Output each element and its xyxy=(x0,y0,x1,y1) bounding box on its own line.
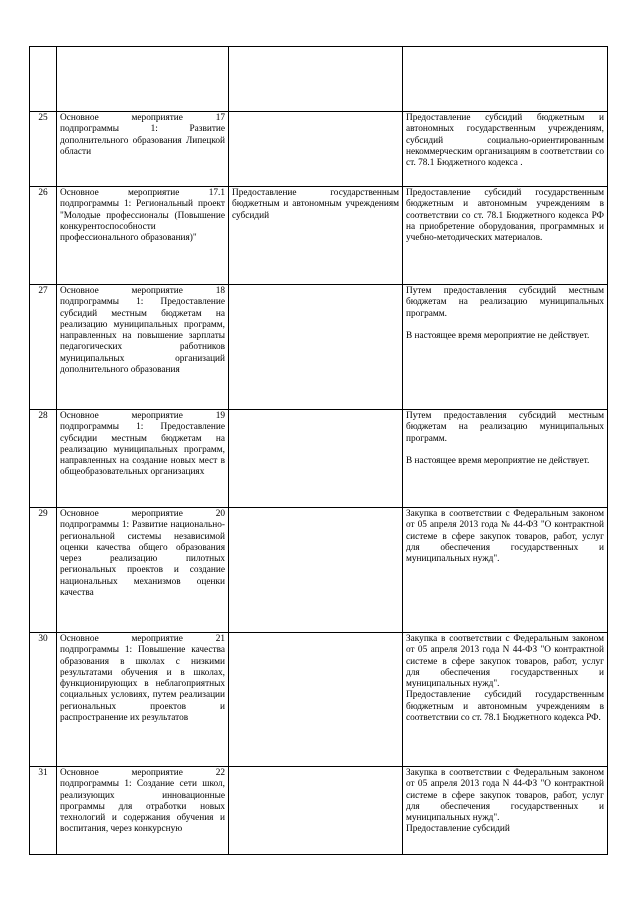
table-row xyxy=(30,187,608,285)
row-number: 27 xyxy=(30,285,57,410)
execution-paragraph: Закупка в соответствии с Федеральным законом от 05 апреля 2013 года № 44-ФЗ "О контрактной системе в сфере закупок товаров, работ, услуг для обеспечения государственных и муниципальных нужд". xyxy=(406,509,604,565)
measure-name-cell: Основное мероприятие 17 подпрограммы 1: Развитие дополнительного образования Липецкой области xyxy=(57,112,229,187)
execution-paragraph: Путем предоставления субсидий местным бюджетам на реализацию муниципальных программ. xyxy=(406,286,604,319)
row-number: 28 xyxy=(30,410,57,508)
table-row xyxy=(30,410,608,508)
execution-paragraph: Путем предоставления субсидий местным бюджетам на реализацию муниципальных программ. xyxy=(406,411,604,444)
execution-paragraph: Предоставление субсидий государственным бюджетным и автономным учреждениям в соответствии со ст. 78.1 Бюджетного кодекса РФ на приобретение оборудования, программных и учебно-методических материалов. xyxy=(406,188,604,244)
measure-name-cell: Основное мероприятие 18 подпрограммы 1: Предоставление субсидий местным бюджетам на реализацию муниципальных программ, направленных на повышение зарплаты педагогических работников муниципальных организаций дополнительного образования xyxy=(57,285,229,410)
execution-cell xyxy=(403,47,608,112)
measure-name-cell: Основное мероприятие 21 подпрограммы 1: Повышение качества образования в школах с низкими результатами обучения и в школах, функционирующих в неблагоприятных социальных условиях, путем реализации региональных проектов и распространение их результатов xyxy=(57,633,229,767)
measure-name-text: Основное мероприятие 22 подпрограммы 1: Создание сети школ, реализующих инновационные программы для отработки новых технологий и содержания обучения и воспитания, через конкурсную xyxy=(60,768,225,835)
measure-name-text: Основное мероприятие 19 подпрограммы 1: Предоставление субсидии местным бюджетам на реализацию муниципальных программ, направленных на создание новых мест в общеобразовательных организациях xyxy=(60,411,225,478)
row-number: 31 xyxy=(30,767,57,855)
execution-paragraph: Предоставление субсидий государственным бюджетным и автономным учреждениям в соответствии со ст. 78.1 Бюджетного кодекса РФ. xyxy=(406,690,604,724)
row-number: 26 xyxy=(30,187,57,285)
mechanism-cell xyxy=(229,112,403,187)
row-number xyxy=(30,47,57,112)
execution-cell xyxy=(403,508,608,633)
execution-paragraph: Закупка в соответствии с Федеральным законом от 05 апреля 2013 года N 44-ФЗ "О контрактной системе в сфере закупок товаров, работ, услуг для обеспечения государственных и муниципальных нужд". xyxy=(406,768,604,824)
mechanism-cell xyxy=(229,187,403,285)
row-number: 29 xyxy=(30,508,57,633)
table-row xyxy=(30,112,608,187)
measure-name-cell xyxy=(57,47,229,112)
execution-cell xyxy=(403,633,608,767)
row-number: 25 xyxy=(30,112,57,187)
execution-cell xyxy=(403,187,608,285)
execution-paragraph: Закупка в соответствии с Федеральным законом от 05 апреля 2013 года N 44-ФЗ "О контрактной системе в сфере закупок товаров, работ, услуг для обеспечения государственных и муниципальных нужд". xyxy=(406,634,604,690)
execution-paragraph: Предоставление субсидий бюджетным и автономных государственным учреждениям, субсидий социально-ориентированным некоммерческим организациям в соответствии со ст. 78.1 Бюджетного кодекса . xyxy=(406,113,604,169)
mechanism-paragraph: Предоставление государственным бюджетным и автономным учреждениям субсидий xyxy=(232,188,399,221)
measure-name-cell xyxy=(57,410,229,508)
table-row xyxy=(30,285,608,410)
measure-name-cell: Основное мероприятие 20 подпрограммы 1: Развитие национально-региональной системы независимой оценки качества общего образования через реализацию пилотных региональных проектов и создание национальных механизмов оценки качества xyxy=(57,508,229,633)
mechanism-cell xyxy=(229,285,403,410)
table-row xyxy=(30,633,608,767)
mechanism-cell xyxy=(229,633,403,767)
mechanism-cell xyxy=(229,47,403,112)
execution-cell xyxy=(403,112,608,187)
measures-table xyxy=(29,46,608,855)
execution-paragraph: Предоставление субсидий xyxy=(406,824,510,835)
table-row xyxy=(30,47,608,112)
execution-paragraph: В настоящее время мероприятие не действует. xyxy=(406,455,590,466)
table-row xyxy=(30,767,608,855)
measure-name-cell: Основное мероприятие 17.1 подпрограммы 1: Региональный проект "Молодые профессионалы (Повышение конкурентоспособности профессионального образования)" xyxy=(57,187,229,285)
mechanism-cell xyxy=(229,410,403,508)
execution-cell xyxy=(403,285,608,410)
measure-name-cell xyxy=(57,767,229,855)
table-row xyxy=(30,508,608,633)
execution-cell xyxy=(403,767,608,855)
mechanism-cell xyxy=(229,508,403,633)
mechanism-cell xyxy=(229,767,403,855)
execution-cell xyxy=(403,410,608,508)
row-number: 30 xyxy=(30,633,57,767)
execution-paragraph: В настоящее время мероприятие не действует. xyxy=(406,330,590,341)
